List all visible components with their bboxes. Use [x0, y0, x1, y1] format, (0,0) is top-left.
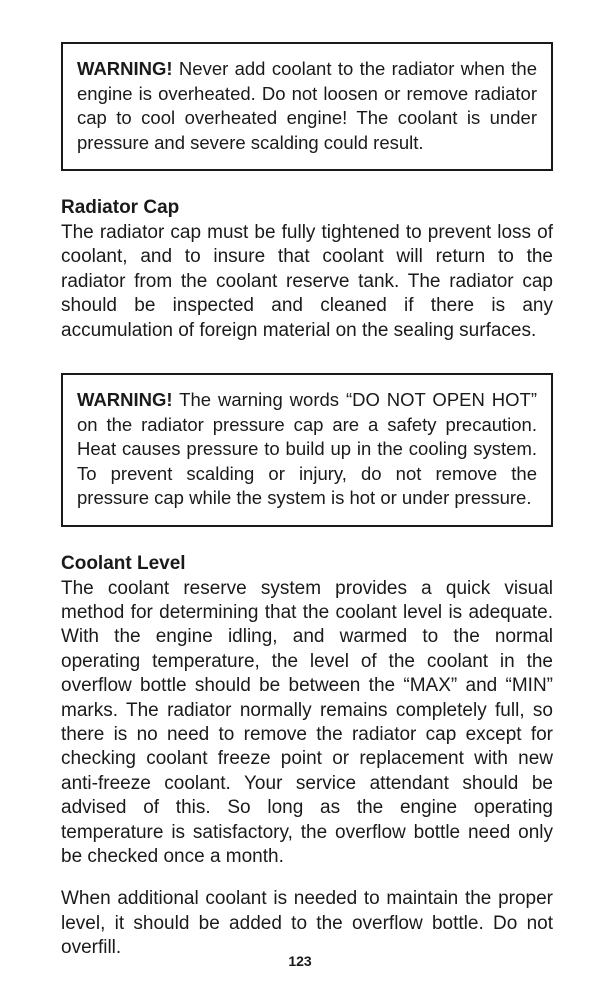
coolant-level-paragraph-2: When additional coolant is needed to maintain the proper level, it should be added to the overflow bottle. Do not overfill. — [61, 888, 553, 959]
page-number: 123 — [288, 953, 312, 969]
coolant-level-paragraph: The coolant reserve system provides a quick visual method for determining that the coolant level is adequate. With the engine idling, and warmed to the normal operating temperature, the level of the coolant in the overflow bottle should be between the “MAX” and “MIN” marks. The radiator normally remains completely full, so there is no need to remove the radiator cap except for checking coolant freeze point or replacement with new anti-freeze coolant. Your service attendant should be advised of this. So long as the engine operating temperature is satisfactory, the overflow bottle need only be checked once a month. — [61, 577, 553, 867]
radiator-cap-paragraph: The radiator cap must be fully tightened to prevent loss of coolant, and to insure that coolant will return to the radiator from the coolant reserve tank. The radiator cap should be inspected and cleaned if there is any accumulation of foreign material on the sealing surfaces. — [61, 222, 553, 341]
radiator-cap-section — [61, 197, 553, 343]
warning-box-coolant — [61, 42, 553, 171]
warning-text: Never add coolant to the radiator when the engine is overheated. Do not loosen or remove radiator cap to cool overheated engine! The coolant is under pressure and severe scalding could result. — [77, 58, 537, 153]
section-heading-coolant-level: Coolant Level — [61, 552, 186, 574]
manual-page — [61, 42, 553, 961]
warning-label: WARNING! — [77, 58, 173, 79]
warning-text: The warning words “DO NOT OPEN HOT” on the radiator pressure cap are a safety precaution. Heat causes pressure to build up in the cooling system. To prevent scalding or injury, do not remove the pressure cap while the system is hot or under pressure. — [77, 389, 537, 509]
warning-label: WARNING! — [77, 389, 173, 411]
coolant-level-section — [61, 553, 553, 961]
section-heading-radiator-cap: Radiator Cap — [61, 197, 180, 218]
warning-box-pressure-cap — [61, 373, 553, 527]
